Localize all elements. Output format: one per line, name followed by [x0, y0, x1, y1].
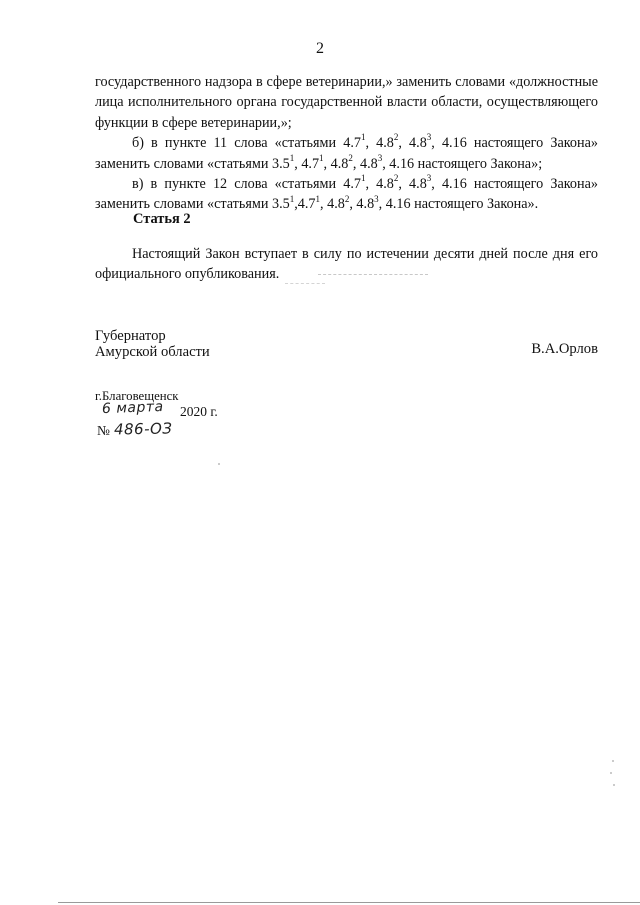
scan-speck: [610, 772, 612, 774]
article-body: [95, 244, 598, 285]
article-heading: Статья 2: [133, 211, 191, 227]
paragraph-point-b: б) в пункте 11 слова «статьями $4.7^1$, $4.8^2$, $4.8^3$, 4.16 настоящего Закона» заменить словами «статьями $3.5^1$, $4.7^1$, $4.8^2$, $4.8^3$, 4.16 настоящего Закона»;: [95, 132, 599, 172]
signature-title: [95, 328, 210, 360]
signature-title-line2: Амурской области: [95, 344, 210, 360]
date-row: [102, 400, 232, 420]
signature-title-line1: Губернатор: [95, 328, 166, 344]
amendment-text: [95, 72, 598, 215]
place-of-signing: г.Благовещенск: [95, 389, 179, 403]
law-number-row: [97, 420, 217, 442]
faint-underline: [318, 274, 428, 275]
faint-underline: [285, 283, 325, 284]
handwritten-law-number: 486-ОЗ: [113, 419, 173, 439]
article-text: Настоящий Закон вступает в силу по истечении десяти дней после дня его официального опубликования.: [95, 246, 598, 283]
paragraph-continuation: государственного надзора в сфере ветеринарии,» заменить словами «должностные лица исполнительного органа государственной власти области, осуществляющего функции в сфере ветеринарии,»;: [95, 74, 598, 131]
year: 2020 г.: [180, 404, 218, 419]
scan-speck: [613, 784, 615, 786]
scan-speck: [218, 463, 220, 465]
scan-edge: [58, 902, 640, 903]
page-number: 2: [316, 40, 324, 57]
handwritten-date: 6 марта: [101, 398, 164, 418]
number-sign: №: [97, 423, 110, 438]
signer-name: В.А.Орлов: [531, 341, 598, 357]
paragraph-point-v: в) в пункте 12 слова «статьями $4.7^1$, $4.8^2$, $4.8^3$, 4.16 настоящего Закона» заменить словами «статьями $3.5^1,4.7^1$, $4.8^2$, $4.8^3$, 4.16 настоящего Закона».: [95, 173, 599, 213]
scan-speck: [612, 760, 614, 762]
